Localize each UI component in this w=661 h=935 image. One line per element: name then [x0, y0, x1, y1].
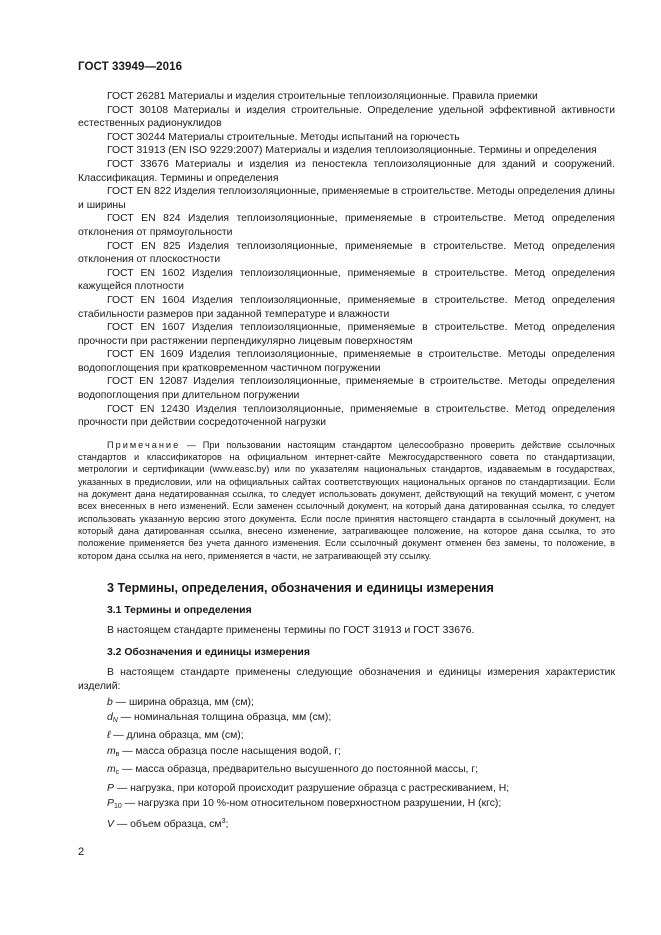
subsection-3-1-text: В настоящем стандарте применены термины по ГОСТ 31913 и ГОСТ 33676.: [107, 624, 475, 636]
reference-item: ГОСТ EN 1609 Изделия теплоизоляционные, применяемые в строительстве. Методы определения водопоглощения при кратковременном частичном погружении: [78, 349, 615, 374]
symbol-item: [78, 814, 615, 832]
page-number: 2: [78, 846, 85, 858]
symbol-description: — номинальная толщина образца, мм (см);: [117, 712, 332, 723]
reference-item: ГОСТ 26281 Материалы и изделия строительные теплоизоляционные. Правила приемки: [107, 91, 538, 102]
reference-item: ГОСТ 30108 Материалы и изделия строительные. Определение удельной эффективной активности естественных радионуклидов: [78, 104, 615, 130]
reference-item: ГОСТ EN 825 Изделия теплоизоляционные, применяемые в строительстве. Метод определения отклонения от плоскостности: [78, 240, 615, 266]
document-code: ГОСТ 33949—2016: [78, 61, 183, 73]
symbol-item: [78, 695, 615, 710]
symbol-description: — масса образца, предварительно высушенного до постоянной массы, г;: [119, 764, 479, 776]
symbol: V: [107, 819, 114, 831]
symbol-description: — нагрузка, при которой происходит разрушение образца с растрескиванием, Н;: [113, 782, 510, 794]
symbol: P: [107, 782, 114, 794]
symbol-item: [78, 762, 615, 780]
symbol: ℓ: [107, 730, 111, 742]
symbol-subscript: в: [115, 750, 120, 758]
reference-item: ГОСТ EN 12430 Изделия теплоизоляционные, применяемые в строительстве. Метод определения прочности при действии сосредоточенной нагрузки: [78, 403, 615, 429]
subsection-3-1-title: 3.1 Термины и определения: [107, 604, 252, 616]
symbols-list: [78, 695, 615, 833]
symbol-item: [78, 796, 615, 814]
symbol-item: [78, 781, 615, 796]
symbol: m: [107, 745, 116, 757]
reference-item: ГОСТ EN 822 Изделия теплоизоляционные, применяемые в строительстве. Методы определения длины и ширины: [78, 186, 615, 211]
page-content: [78, 90, 615, 833]
symbol-item: [78, 710, 615, 728]
symbol-tail: ;: [225, 819, 229, 831]
references-list: [78, 90, 615, 430]
symbol-item: [78, 744, 615, 762]
symbol: P: [107, 798, 114, 810]
note-text: — При пользовании настоящим стандартом целесообразно проверить действие ссылочных стандартов и классификаторов на официальном интернет-сайте Межгосударственного совета по стандартизации, метрологии и сертификации (www.easc.by) или по указателям национальных стандартов, издаваемым в государствах, указанных в предисловии, или на официальных сайтах соответствующих национальных органов по стандартизации. Если на документ дана недатированная ссылка, то следует использовать документ, действующий на текущий момент, с учетом всех внесенных в него изменений. Если заменен ссылочный документ, на который дана датированная ссылка, то следует использовать указанную версию этого документа. Если после принятия настоящего стандарта в ссылочный документ, на который дана датированная ссылка, внесено изменение, затрагивающее положение, на которое дана ссылка, то это положение применяется без учета данного изменения. Если ссылочный документ отменен без замены, то положение, в котором дана ссылка на него, применяется в части, не затрагивающей эту ссылку.: [78, 439, 615, 561]
reference-item: ГОСТ EN 12087 Изделия теплоизоляционные, применяемые в строительстве. Методы определения водопоглощения при длительном погружении: [78, 376, 615, 402]
symbol-subscript: c: [115, 769, 120, 777]
section-3-title: 3 Термины, определения, обозначения и единицы измерения: [107, 580, 494, 595]
reference-item: ГОСТ 33676 Материалы и изделия из пеностекла теплоизоляционные для зданий и сооружений. Классификация. Термины и определения: [78, 158, 615, 184]
symbol-item: [78, 728, 615, 743]
reference-item: ГОСТ EN 824 Изделия теплоизоляционные, применяемые в строительстве. Метод определения отклонения от прямоугольности: [78, 213, 615, 238]
reference-item: ГОСТ 30244 Материалы строительные. Методы испытаний на горючесть: [107, 131, 460, 143]
symbol: m: [107, 764, 116, 776]
symbol-description: — масса образца после насыщения водой, г;: [119, 745, 341, 757]
reference-item: ГОСТ EN 1604 Изделия теплоизоляционные, применяемые в строительстве. Метод определения стабильности размеров при заданной температуре и влажности: [78, 294, 615, 320]
symbol-subscript: 10: [113, 803, 122, 811]
unit-superscript: 3: [221, 818, 226, 826]
symbol-subscript: N: [112, 717, 118, 724]
symbol: d: [107, 712, 113, 723]
subsection-3-2-title: 3.2 Обозначения и единицы измерения: [107, 647, 310, 659]
symbol-description: — ширина образца, мм (см);: [112, 696, 254, 708]
note-label: Примечание: [107, 439, 181, 450]
note-paragraph: [78, 439, 615, 562]
symbol: b: [107, 696, 113, 708]
reference-item: ГОСТ EN 1607 Изделия теплоизоляционные, применяемые в строительстве. Метод определения прочности при растяжении перпендикулярно лицевым поверхностям: [78, 322, 615, 347]
reference-item: ГОСТ EN 1602 Изделия теплоизоляционные, применяемые в строительстве. Метод определения кажущейся плотности: [78, 267, 615, 293]
symbol-description: — объем образца, см: [113, 819, 222, 831]
reference-item: ГОСТ 31913 (EN ISO 9229:2007) Материалы и изделия теплоизоляционные. Термины и определения: [107, 145, 597, 157]
symbol-description: — длина образца, мм (см);: [110, 730, 244, 742]
symbol-description: — нагрузка при 10 %-ном относительном поверхностном разрушении, Н (кгс);: [121, 798, 502, 810]
subsection-3-2-text: В настоящем стандарте применены следующие обозначения и единицы измерения характеристик изделий:: [78, 667, 615, 692]
